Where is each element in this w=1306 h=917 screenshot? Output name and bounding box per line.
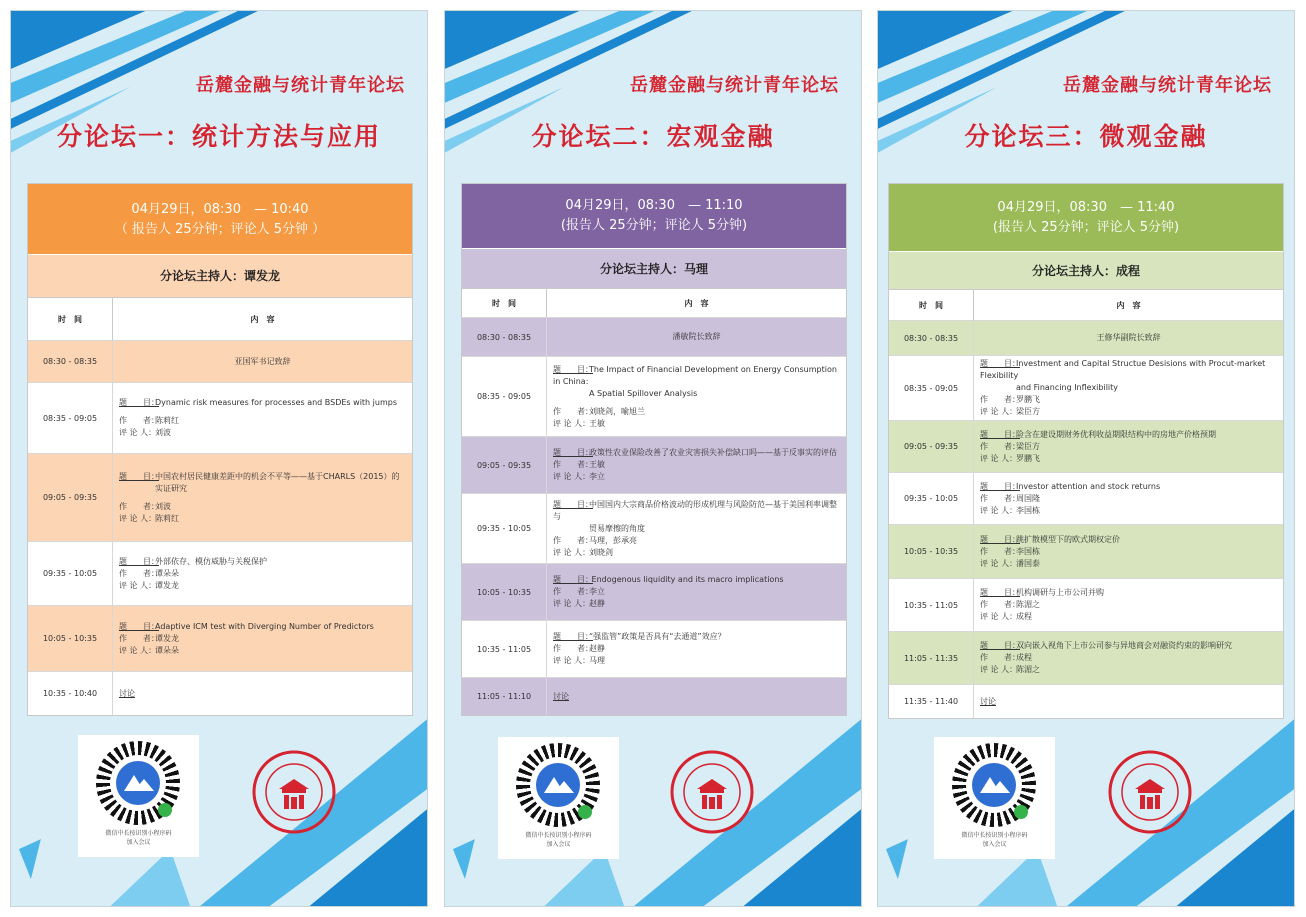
- reviewer-text: 李立: [589, 472, 605, 481]
- author-text: 王敏: [589, 460, 605, 469]
- table-row: [889, 472, 1283, 524]
- author-text: 谭朵朵: [155, 568, 179, 578]
- qr-caption: 微信中长按识别小程序码 加入会议: [105, 830, 172, 846]
- reviewer-label: 评 论 人：: [119, 513, 157, 523]
- author-label: 作 者：: [119, 416, 159, 425]
- reviewer-label: 评 论 人：: [119, 428, 157, 437]
- author-label: 作 者：: [119, 633, 159, 643]
- column-header-row: [889, 289, 1283, 320]
- topic-text: Dynamic risk measures for processes and BSDEs with jumps: [155, 398, 397, 407]
- row-time: 08:30 - 08:35: [462, 318, 547, 356]
- forum-tag: 岳麓金融与统计青年论坛: [630, 75, 839, 96]
- discussion-text: 讨论: [980, 696, 996, 706]
- reviewer-label: 评 论 人：: [980, 453, 1018, 463]
- table-row: [889, 320, 1283, 355]
- topic-text: 中国国内大宗商品价格波动的形成机理与风险防范—基于美国利率调整与: [553, 499, 837, 521]
- row-time: 10:35 - 10:40: [28, 672, 113, 715]
- topic-text: “强监管”政策是否具有“去通道”效应？: [589, 632, 726, 641]
- row-time: 10:05 - 10:35: [889, 525, 974, 578]
- qr-code[interactable]: [78, 735, 199, 857]
- row-time: 10:05 - 10:35: [462, 564, 547, 620]
- author-label: 作 者：: [980, 546, 1020, 556]
- schedule-table: [461, 183, 847, 716]
- row-time: 10:05 - 10:35: [28, 606, 113, 671]
- topic-text: 险含在建设期财务优利收益期限结构中的房地产价格预期: [1016, 429, 1216, 439]
- row-time: 08:30 - 08:35: [889, 321, 974, 355]
- discussion-text: 讨论: [553, 691, 569, 701]
- row-time: 11:05 - 11:35: [889, 632, 974, 684]
- mini-program-icon: [578, 805, 592, 819]
- topic-text: Endogenous liquidity and its macro implications: [589, 575, 784, 584]
- duration-line: (报告人 25分钟；评论人 5分钟): [560, 218, 748, 233]
- row-time: 09:35 - 10:05: [462, 494, 547, 563]
- author-label: 作 者：: [980, 653, 1020, 662]
- row-time: 08:35 - 09:05: [462, 357, 547, 436]
- author-text: 李立: [589, 587, 605, 596]
- topic-label: 题 目：: [980, 534, 1020, 544]
- topic-label: 题 目：: [553, 364, 593, 374]
- reviewer-text: 谭朵朵: [155, 645, 179, 655]
- table-row: [889, 578, 1283, 631]
- topic-text: 中国农村居民健康差距中的机会不平等——基于CHARLS（2015）的: [155, 471, 400, 481]
- table-row: [462, 677, 846, 715]
- topic-text-continued: 贸易摩擦的角度: [589, 523, 645, 533]
- topic-text-continued: 实证研究: [155, 483, 187, 493]
- poster-forum-2: [444, 10, 862, 907]
- topic-text: 双向嵌入视角下上市公司参与异地商会对融资约束的影响研究: [1016, 641, 1232, 650]
- author-label: 作 者：: [980, 600, 1020, 609]
- qr-code[interactable]: [934, 737, 1055, 859]
- reviewer-label: 评 论 人：: [119, 645, 157, 655]
- qr-caption: 微信中长按识别小程序码 加入会议: [961, 832, 1028, 848]
- reviewer-text: 王敏: [589, 418, 605, 428]
- mountain-logo-icon: [536, 763, 580, 807]
- topic-text: Investor attention and stock returns: [1016, 481, 1161, 491]
- poster-forum-1: [10, 10, 428, 907]
- topic-text: 跳扩散模型下的欧式期权定价: [1016, 534, 1120, 544]
- topic-label: 题 目：: [553, 632, 593, 641]
- author-label: 作 者：: [553, 535, 593, 545]
- schedule-table: [27, 183, 413, 716]
- time-column-header: 时 间: [28, 298, 113, 340]
- topic-text-continued: A Spatial Spillover Analysis: [589, 388, 698, 398]
- reviewer-text: 陈莉红: [155, 513, 179, 523]
- table-row: [462, 620, 846, 677]
- date-time-line: 04月29日，08:30 — 11:10: [565, 198, 743, 213]
- table-row: [28, 340, 412, 382]
- time-column-header: 时 间: [462, 289, 547, 317]
- poster-title: 分论坛三：微观金融: [964, 122, 1208, 151]
- row-time: 11:05 - 11:10: [462, 678, 547, 715]
- table-row: [28, 605, 412, 671]
- mini-program-icon: [158, 803, 172, 817]
- topic-label: 题 目：: [119, 471, 159, 481]
- reviewer-label: 评 论 人：: [119, 580, 157, 590]
- time-column-header: 时 间: [889, 290, 974, 320]
- poster-forum-3: [877, 10, 1295, 907]
- table-row: [462, 436, 846, 493]
- reviewer-label: 评 论 人：: [980, 665, 1018, 674]
- author-label: 作 者：: [980, 493, 1020, 503]
- mini-program-icon: [1014, 805, 1028, 819]
- topic-label: 题 目：: [119, 398, 159, 407]
- table-row: [462, 493, 846, 563]
- author-label: 作 者：: [553, 460, 593, 469]
- table-row: [462, 356, 846, 436]
- qr-pattern: [96, 741, 180, 825]
- author-label: 作 者：: [980, 441, 1020, 451]
- author-label: 作 者：: [553, 587, 593, 596]
- schedule-table: [888, 183, 1284, 719]
- author-text: 梁臣方: [1016, 441, 1040, 451]
- reviewer-label: 评 论 人：: [980, 558, 1018, 568]
- content-column-header: 内 容: [250, 314, 275, 324]
- schedule-header: [889, 184, 1283, 251]
- table-row: [889, 684, 1283, 718]
- duration-line: (报告人 25分钟；评论人 5分钟): [992, 220, 1180, 235]
- reviewer-label: 评 论 人：: [553, 472, 591, 481]
- author-text: 周国隆: [1016, 493, 1040, 503]
- column-header-row: [462, 288, 846, 317]
- schedule-header: [462, 184, 846, 248]
- topic-label: 题 目：: [980, 359, 1020, 368]
- forum-tag: 岳麓金融与统计青年论坛: [196, 75, 405, 96]
- author-label: 作 者：: [553, 406, 593, 416]
- author-text: 刘波: [155, 501, 171, 511]
- table-row: [28, 541, 412, 605]
- speech-text: 王修华副院长致辞: [1096, 333, 1161, 342]
- content-column-header: 内 容: [684, 298, 709, 308]
- host-row: 分论坛主持人：马理: [462, 248, 846, 288]
- row-time: 08:35 - 09:05: [889, 356, 974, 420]
- column-header-row: [28, 297, 412, 340]
- university-seal-icon: [251, 749, 337, 835]
- host-row: 分论坛主持人：谭发龙: [28, 254, 412, 297]
- content-column-header: 内 容: [1116, 300, 1141, 310]
- reviewer-text: 李国栋: [1016, 505, 1040, 515]
- author-text: 成程: [1016, 653, 1032, 662]
- author-label: 作 者：: [119, 501, 159, 511]
- table-row: [889, 420, 1283, 472]
- poster-title: 分论坛二：宏观金融: [531, 122, 775, 151]
- reviewer-text: 赵静: [589, 599, 605, 608]
- reviewer-text: 成程: [1016, 612, 1032, 621]
- date-time-line: 04月29日，08:30 — 10:40: [131, 202, 309, 217]
- discussion-text: 讨论: [119, 688, 135, 698]
- table-row: [462, 317, 846, 356]
- speech-text: 亚国军书记致辞: [234, 356, 291, 366]
- topic-label: 题 目：: [119, 556, 159, 566]
- topic-label: 题 目：: [553, 448, 593, 457]
- table-row: [889, 631, 1283, 684]
- schedule-header: [28, 184, 412, 254]
- topic-text: The Impact of Financial Development on Energy Consumption in China:: [553, 364, 837, 386]
- row-time: 10:35 - 11:05: [889, 579, 974, 631]
- table-row: [28, 671, 412, 715]
- author-label: 作 者：: [553, 644, 593, 653]
- host-row: 分论坛主持人：成程: [889, 251, 1283, 289]
- qr-code[interactable]: [498, 737, 619, 859]
- reviewer-text: 马理: [589, 656, 605, 665]
- table-row: [889, 524, 1283, 578]
- topic-text: 政策性农业保险改善了农业灾害损失补偿缺口吗——基于反事实的评估: [589, 448, 837, 457]
- row-time: 11:35 - 11:40: [889, 685, 974, 718]
- topic-label: 题 目：: [980, 429, 1020, 439]
- reviewer-label: 评 论 人：: [980, 612, 1018, 621]
- mountain-logo-icon: [116, 761, 160, 805]
- topic-label: 题 目：: [119, 621, 159, 631]
- topic-label: 题 目：: [980, 588, 1020, 597]
- author-label: 作 者：: [119, 568, 159, 578]
- row-time: 09:05 - 09:35: [889, 421, 974, 472]
- author-text: 赵静: [589, 644, 605, 653]
- row-time: 08:30 - 08:35: [28, 341, 113, 382]
- date-time-line: 04月29日，08:30 — 11:40: [997, 200, 1175, 215]
- table-row: [28, 382, 412, 453]
- mountain-logo-icon: [972, 763, 1016, 807]
- reviewer-label: 评 论 人：: [553, 418, 591, 428]
- topic-text: 机构调研与上市公司并购: [1016, 588, 1104, 597]
- qr-pattern: [516, 743, 600, 827]
- author-text: 马理，彭承亮: [589, 535, 637, 545]
- table-row: [889, 355, 1283, 420]
- row-time: 10:35 - 11:05: [462, 621, 547, 677]
- row-time: 09:05 - 09:35: [28, 454, 113, 541]
- topic-text: Adaptive ICM test with Diverging Number of Predictors: [155, 621, 374, 631]
- reviewer-text: 潘国泰: [1016, 558, 1040, 568]
- reviewer-text: 陈湄之: [1016, 665, 1040, 674]
- reviewer-label: 评 论 人：: [553, 599, 591, 608]
- university-seal-icon: [669, 749, 755, 835]
- author-text: 刘晓剑，喻旭兰: [589, 406, 645, 416]
- topic-label: 题 目：: [980, 481, 1020, 491]
- topic-label: 题 目：: [553, 575, 593, 584]
- university-seal-icon: [1107, 749, 1193, 835]
- topic-label: 题 目：: [553, 499, 593, 509]
- author-text: 谭发龙: [155, 633, 179, 643]
- row-time: 09:35 - 10:05: [28, 542, 113, 605]
- qr-pattern: [952, 743, 1036, 827]
- topic-text: 外部依存、模仿威胁与关税保护: [155, 556, 267, 566]
- row-time: 09:35 - 10:05: [889, 473, 974, 524]
- poster-title: 分论坛一：统计方法与应用: [56, 122, 381, 151]
- author-label: 作 者：: [980, 395, 1020, 404]
- qr-caption: 微信中长按识别小程序码 加入会议: [525, 832, 592, 848]
- author-text: 罗鹏飞: [1016, 395, 1040, 404]
- reviewer-text: 刘波: [155, 428, 171, 437]
- author-text: 陈湄之: [1016, 600, 1040, 609]
- reviewer-text: 罗鹏飞: [1016, 453, 1040, 463]
- duration-line: （ 报告人 25分钟；评论人 5分钟 ）: [114, 222, 326, 237]
- topic-text-continued: and Financing Inflexibility: [1016, 383, 1119, 392]
- reviewer-text: 刘晓剑: [589, 547, 613, 557]
- row-time: 08:35 - 09:05: [28, 383, 113, 453]
- reviewer-label: 评 论 人：: [980, 407, 1018, 416]
- author-text: 陈莉红: [155, 416, 179, 425]
- forum-tag: 岳麓金融与统计青年论坛: [1063, 75, 1272, 96]
- reviewer-label: 评 论 人：: [553, 547, 591, 557]
- speech-text: 潘敏院长致辞: [672, 332, 721, 341]
- reviewer-label: 评 论 人：: [980, 505, 1018, 515]
- topic-text: Investment and Capital Structue Desisions with Procut-market Flexibility: [980, 359, 1266, 380]
- table-row: [462, 563, 846, 620]
- author-text: 李国栋: [1016, 546, 1040, 556]
- table-row: [28, 453, 412, 541]
- topic-label: 题 目：: [980, 641, 1020, 650]
- reviewer-text: 谭发龙: [155, 580, 179, 590]
- reviewer-label: 评 论 人：: [553, 656, 591, 665]
- reviewer-text: 梁臣方: [1016, 407, 1040, 416]
- row-time: 09:05 - 09:35: [462, 437, 547, 493]
